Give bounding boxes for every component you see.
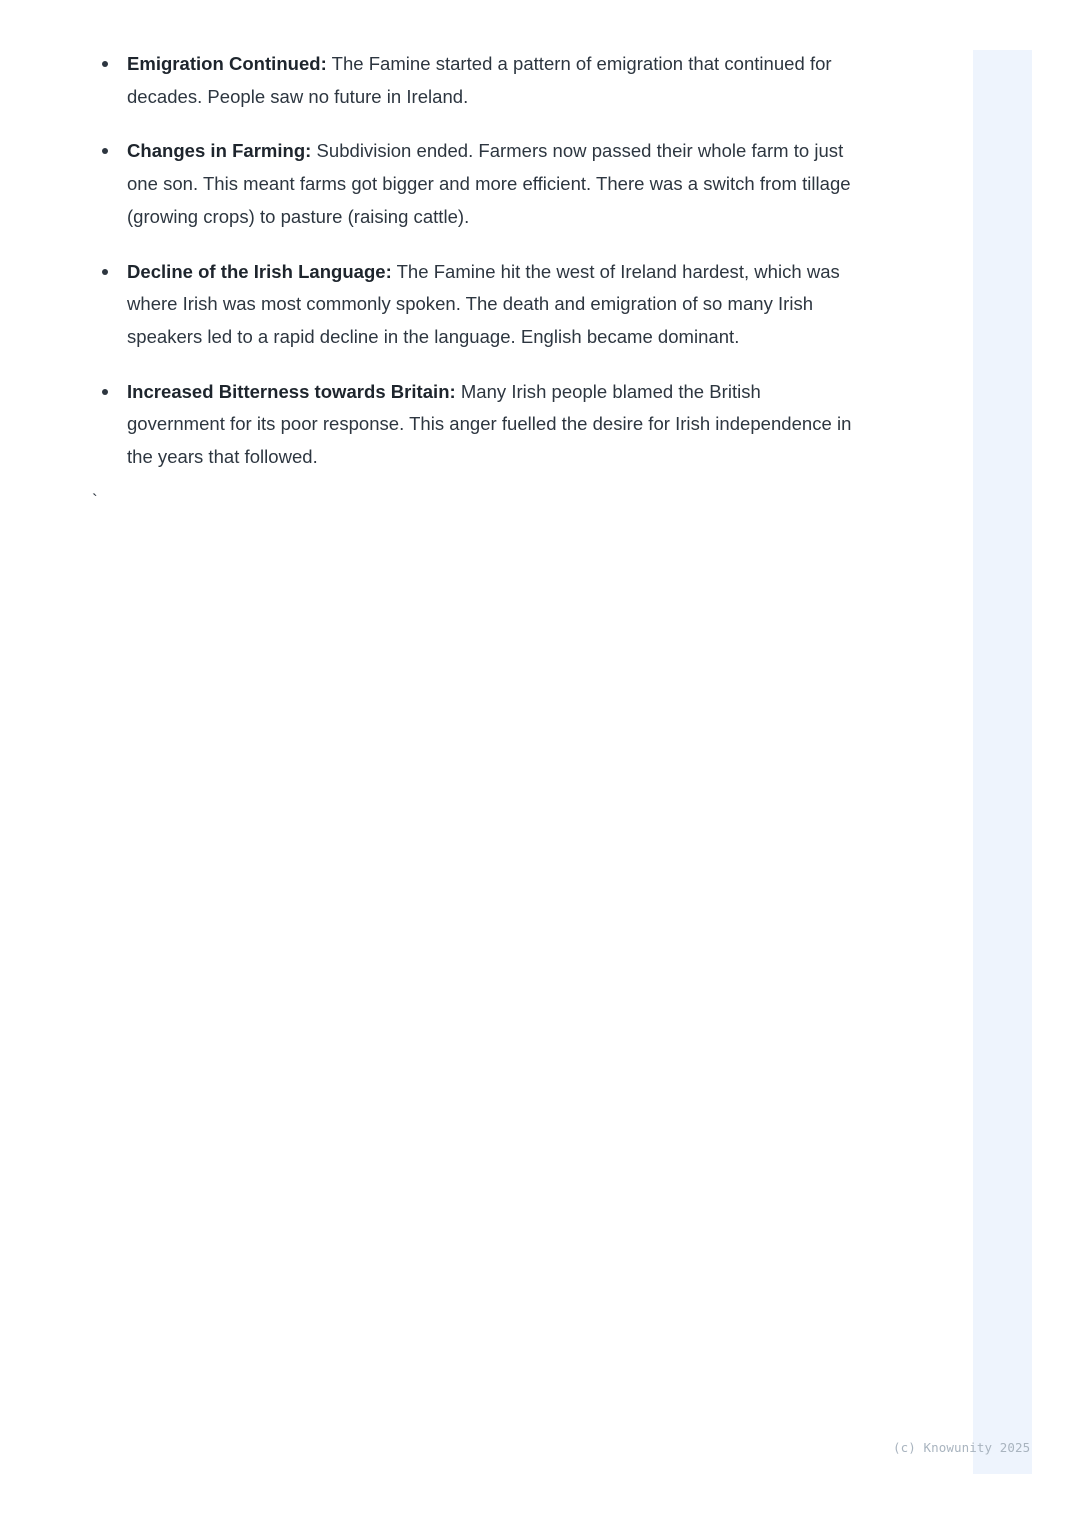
list-item (96, 376, 856, 474)
list-item-text: The Famine hit the west of Ireland hardest, which was where Irish was most commonly spoken. The death and emigration of so many Irish speakers led to a rapid decline in the language. English became dominant. (127, 260, 840, 347)
side-panel (973, 50, 1032, 1474)
list-item-lead: Emigration Continued: (127, 53, 327, 74)
list-item (96, 48, 856, 113)
copyright-watermark: (c) Knowunity 2025 (893, 1440, 1031, 1455)
list-item (96, 256, 856, 354)
list-item-text: Many Irish people blamed the British government for its poor response. This anger fuelled the desire for Irish independence in the years that followed. (127, 380, 852, 468)
stray-backtick-mark: ` (92, 491, 98, 510)
list-item (96, 135, 856, 233)
list-item-lead: Changes in Farming: (127, 140, 312, 162)
list-item-lead: Increased Bitterness towards Britain: (127, 380, 456, 402)
list-item-text: The Famine started a pattern of emigration that continued for decades. People saw no future in Ireland. (127, 53, 832, 107)
list-item-lead: Decline of the Irish Language: (127, 260, 392, 282)
consequences-bullet-list (96, 48, 856, 474)
list-item-text: Subdivision ended. Farmers now passed their whole farm to just one son. This meant farms got bigger and more efficient. There was a switch from tillage (growing crops) to pasture (raising cattle). (127, 140, 851, 227)
document-content (96, 48, 856, 474)
